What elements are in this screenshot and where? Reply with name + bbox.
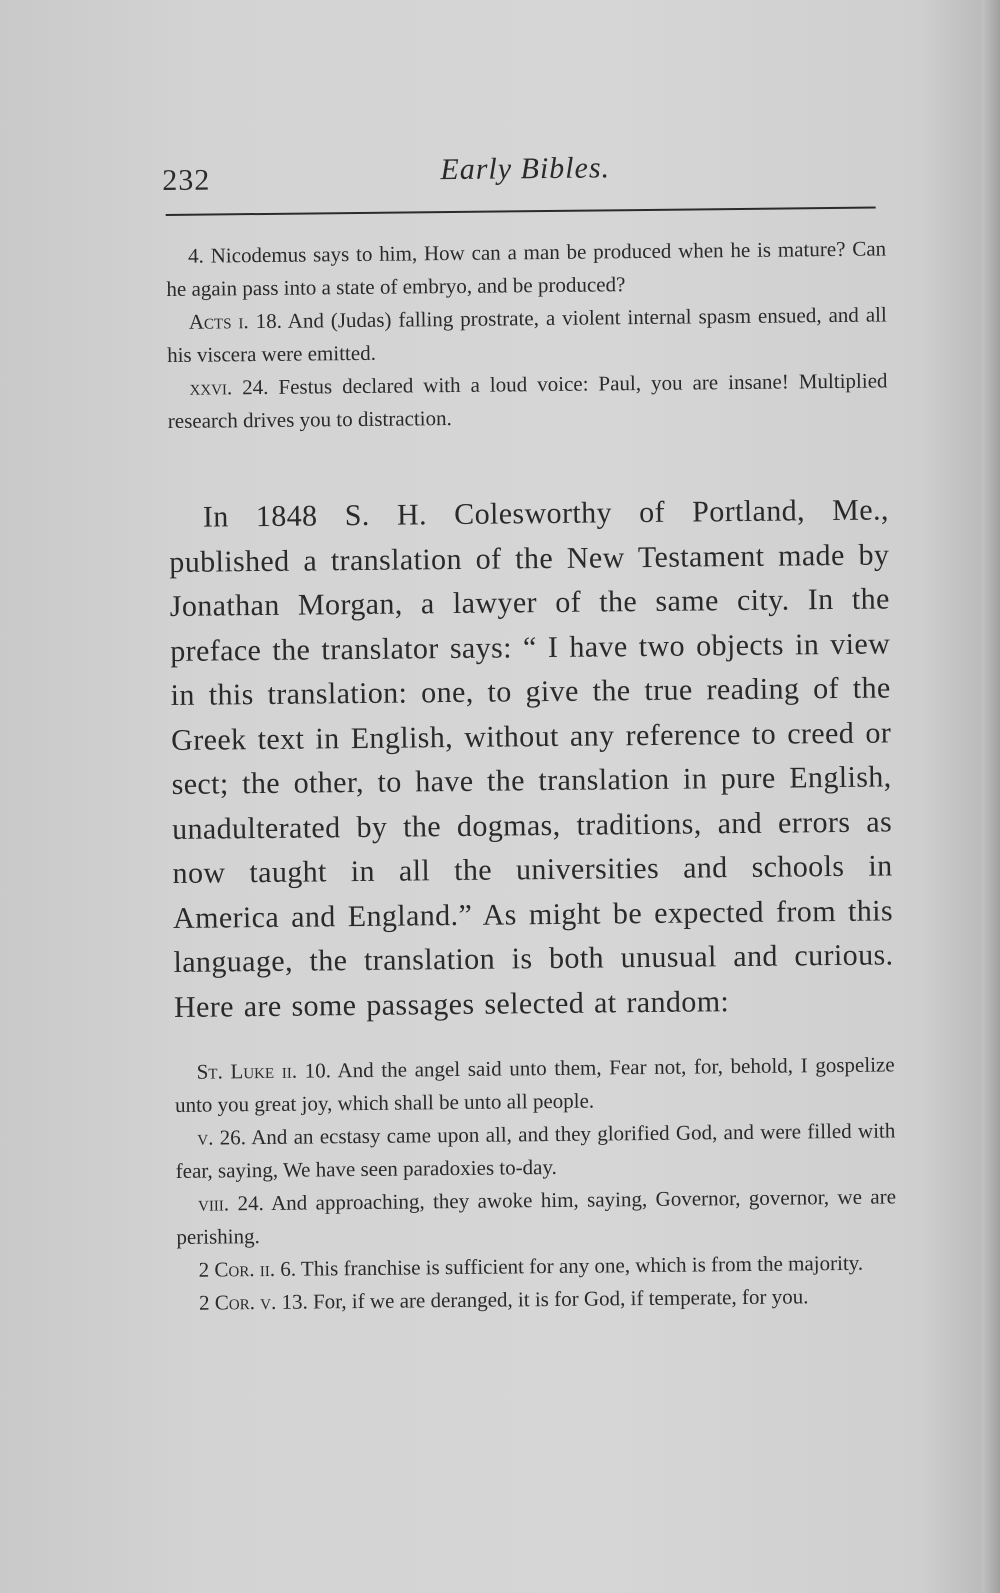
quote-text: And approaching, they awoke him, saying, Governor, governor, we are perishing. [176,1184,897,1249]
quote-text: Nicodemus says to him, How can a man be produced when he is mature? Can he again pass into a state of embryo, and be produced? [166,236,887,301]
quote-item [176,1180,897,1254]
text-block [162,142,897,1319]
quote-ref: v. 26. [197,1125,247,1150]
quotes-top [166,232,888,438]
quote-text: Festus declared with a loud voice: Paul, you are insane! Multiplied research drives you to distraction. [167,368,888,433]
page-header [162,142,885,198]
quote-text: This franchise is sufficient for any one, which is from the majority. [300,1250,864,1281]
quote-text: And an ecstasy came upon all, and they glorified God, and were filled with fear, saying, We have seen paradoxies to-day. [175,1118,896,1183]
quote-ref: viii. 24. [197,1191,264,1216]
quotes-bottom [174,1048,897,1320]
body-paragraph: In 1848 S. H. Colesworthy of Portland, Me., published a translation of the New Testament made by Jonathan Morgan, a lawyer of the same city. In the preface the translator says: “ I have two objects in view in this translation: one, to give the true reading of the Greek text in English, without any reference to creed or sect; the other, to have the translation in pure English, unadulterated by the dogmas, traditions, and errors as now taught in all the universities and schools in America and England.” As might be expected from this language, the translation is both unusual and curious. Here are some passages selected at random: [169,493,894,1024]
quote-ref: Acts i. 18. [188,308,283,334]
quote-item [167,364,888,438]
quote-item [174,1048,895,1122]
quote-ref: 2 Cor. v. 13. [198,1289,308,1315]
header-rule [166,207,876,216]
quote-ref: St. Luke ii. 10. [196,1058,332,1084]
quote-item [175,1114,896,1188]
quote-text: For, if we are deranged, it is for God, if temperate, for you. [312,1284,809,1314]
page-number: 232 [162,163,211,198]
quote-ref: 4. [187,243,204,268]
quote-text: And (Judas) falling prostrate, a violent internal spasm ensued, and all his viscera were emitted. [167,302,887,367]
running-title: Early Bibles. [440,151,611,187]
quote-item [166,232,887,306]
quote-text: And the angel said unto them, Fear not, for, behold, I gospelize unto you great joy, which shall be unto all people. [174,1052,895,1117]
quote-ref: 2 Cor. ii. 6. [198,1256,297,1282]
quote-item [167,298,888,372]
page-edge-shadow [982,0,1000,1593]
quote-item [177,1279,897,1320]
quote-ref: xxvi. 24. [189,374,269,400]
